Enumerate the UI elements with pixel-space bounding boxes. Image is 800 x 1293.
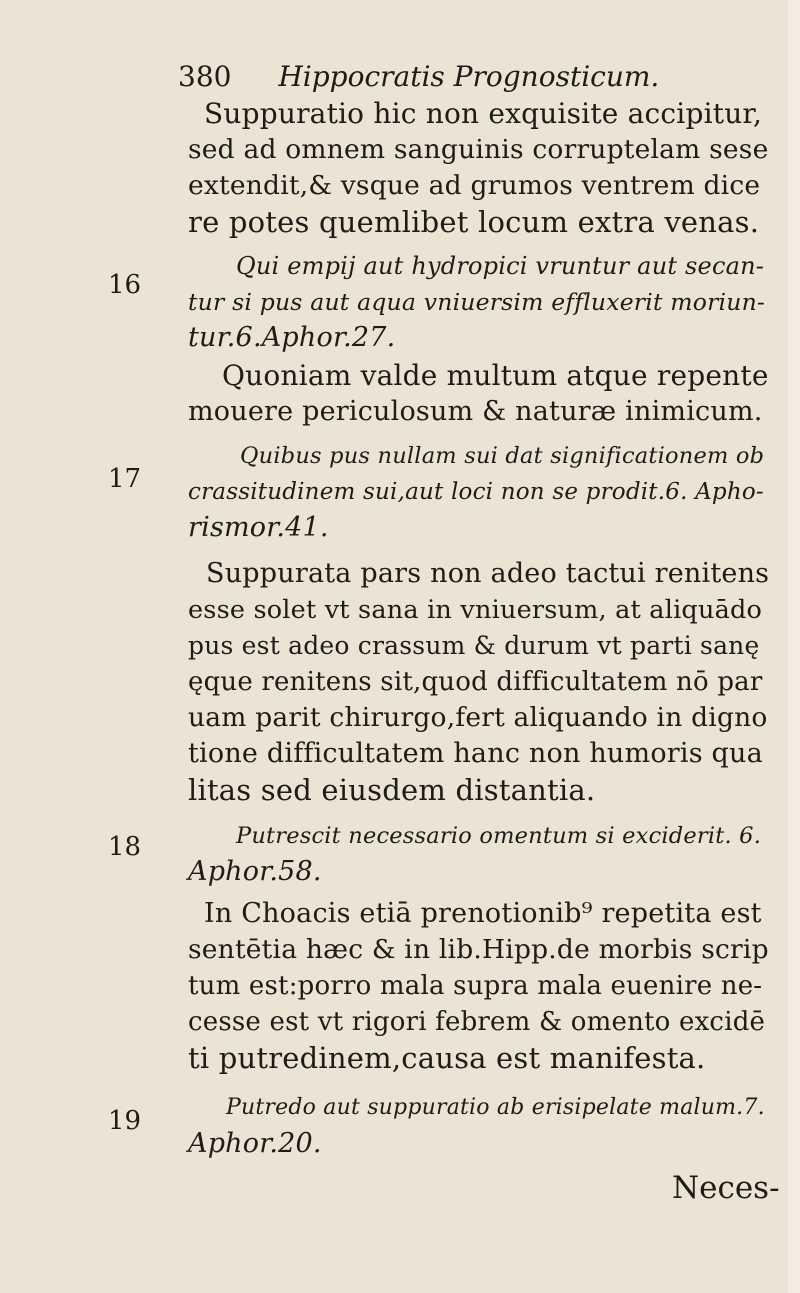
aphorism-line: tur.6.Aphor.27. — [188, 322, 396, 353]
page-edge — [788, 0, 800, 1293]
text-line: tum est:porro mala supra mala euenire ne- — [188, 971, 763, 1001]
text-line: Suppuratio hic non exquisite accipitur, — [204, 97, 763, 130]
text-line: Suppurata pars non adeo tactui renitens — [206, 558, 770, 589]
aphorism-line: Qui empij aut hydropici vruntur aut secan- — [236, 252, 765, 280]
text-line: ęque renitens sit,quod difficultatem nō par — [188, 667, 763, 697]
text-line: uam parit chirurgo,fert aliquando in digno — [188, 702, 768, 733]
text-line: cesse est vt rigori febrem & omento excidē — [188, 1007, 766, 1037]
text-line: litas sed eiusdem distantia. — [188, 773, 596, 807]
text-line: extendit,& vsque ad grumos ventrem dice — [188, 170, 761, 201]
aphorism-line: tur si pus aut aqua vniuersim effluxerit moriun- — [188, 288, 766, 316]
margin-number-16: 16 — [108, 270, 142, 300]
aphorism-line: Putredo aut suppuratio ab erisipelate malum.7. — [226, 1095, 765, 1120]
text-line: ti putredinem,causa est manifesta. — [188, 1041, 706, 1075]
page-header — [178, 60, 659, 93]
page-number: 380 — [178, 60, 232, 93]
margin-number-17: 17 — [108, 464, 142, 494]
aphorism-line: Quibus pus nullam sui dat significationem ob — [240, 443, 765, 469]
aphorism-line: rismor.41. — [188, 512, 329, 543]
text-line: In Choacis etiā prenotionib⁹ repetita est — [204, 898, 762, 929]
text-line: pus est adeo crassum & durum vt parti sanę — [188, 631, 760, 660]
running-title: Hippocratis Prognosticum. — [278, 60, 660, 93]
text-line: re potes quemlibet locum extra venas. — [188, 205, 760, 239]
aphorism-line: Aphor.58. — [188, 856, 322, 887]
text-line: tione difficultatem hanc non humoris qua — [188, 738, 763, 769]
text-line: sentētia hæc & in lib.Hipp.de morbis scrip — [188, 934, 769, 965]
text-line: Quoniam valde multum atque repente — [222, 359, 769, 392]
aphorism-line: crassitudinem sui,aut loci non se prodit.6. Apho- — [188, 479, 764, 505]
margin-number-19: 19 — [108, 1106, 142, 1136]
text-line: esse solet vt sana in vniuersum, at aliquādo — [188, 595, 763, 625]
text-line: sed ad omnem sanguinis corruptelam sese — [188, 134, 769, 165]
aphorism-line: Putrescit necessario omentum si exciderit. 6. — [236, 823, 762, 849]
margin-number-18: 18 — [108, 832, 142, 862]
catchword: Neces- — [672, 1170, 780, 1206]
aphorism-line: Aphor.20. — [188, 1128, 322, 1159]
text-line: mouere periculosum & naturæ inimicum. — [188, 396, 763, 427]
